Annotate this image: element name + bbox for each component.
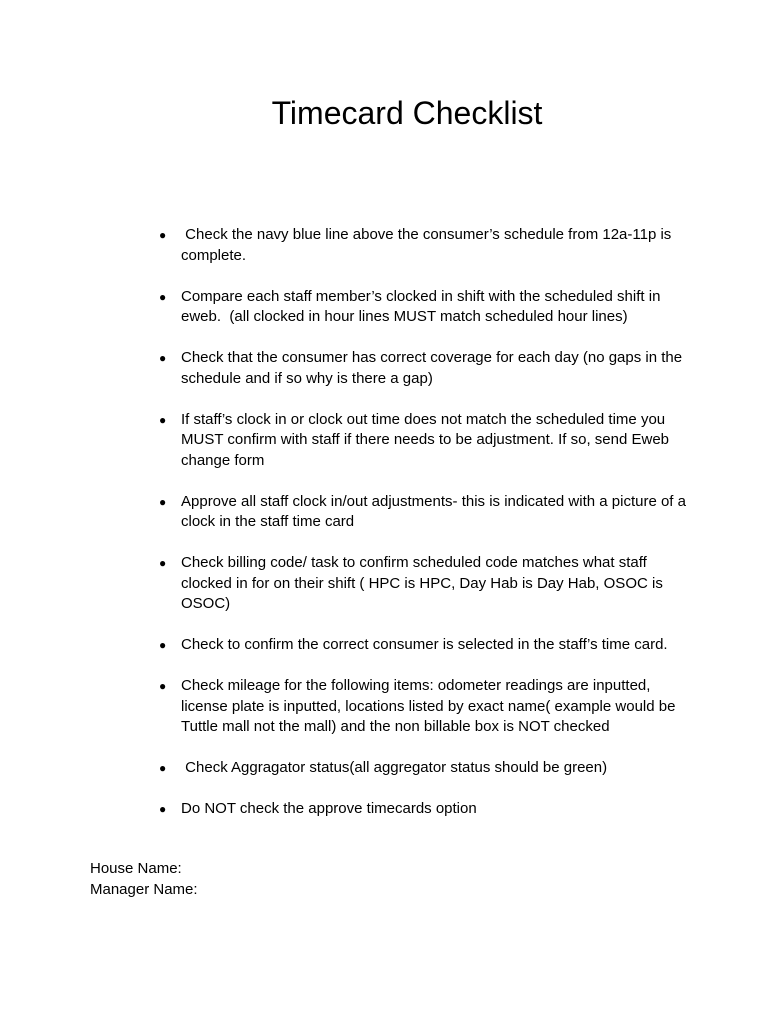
checklist-item-text: Check that the consumer has correct coverage for each day (no gaps in the schedule and if so why is there a gap) — [181, 349, 683, 387]
manager-name-label: Manager Name: — [90, 881, 198, 898]
checklist-item — [159, 676, 686, 738]
checklist-item — [159, 410, 686, 472]
checklist-item — [159, 348, 686, 389]
checklist-item-text: Check the navy blue line above the consumer’s schedule from 12a-11p is complete. — [181, 226, 676, 264]
bullet-icon: ● — [159, 556, 167, 570]
checklist-item-text: Compare each staff member’s clocked in shift with the scheduled shift in eweb. (all clocked in hour lines MUST match scheduled hour lines) — [181, 287, 665, 325]
checklist-item — [159, 287, 686, 328]
checklist-item-text: Check to confirm the correct consumer is selected in the staff’s time card. — [181, 636, 668, 653]
house-name-label: House Name: — [90, 860, 182, 877]
page-title: Timecard Checklist — [271, 95, 543, 131]
bullet-icon: ● — [159, 761, 167, 775]
checklist-item — [159, 635, 686, 656]
checklist-item — [159, 492, 686, 533]
bullet-icon: ● — [159, 638, 167, 652]
bullet-icon: ● — [159, 228, 167, 242]
bullet-icon: ● — [159, 494, 167, 509]
checklist-item-text: Check billing code/ task to confirm scheduled code matches what staff clocked in for on their shift ( HPC is HPC, Day Hab is Day Hab, OSOC is OSOC) — [181, 554, 663, 612]
checklist-item — [159, 799, 686, 820]
bullet-icon: ● — [159, 412, 167, 427]
checklist-item-text: If staff’s clock in or clock out time does not match the scheduled time you MUST confirm with staff if there needs to be adjustment. If so, send Eweb change form — [181, 410, 670, 469]
bullet-icon: ● — [159, 679, 167, 693]
checklist-item-text: Approve all staff clock in/out adjustments- this is indicated with a picture of a clock in the staff time card — [181, 492, 686, 530]
checklist-item — [159, 225, 686, 266]
bullet-icon: ● — [159, 802, 167, 816]
checklist-item-text: Check mileage for the following items: odometer readings are inputted, license plate is inputted, locations listed by exact name( example would be Tuttle mall not the mall) and the non billable box is NOT checked — [181, 677, 676, 735]
bullet-icon: ● — [159, 351, 167, 365]
checklist-item — [159, 758, 686, 779]
checklist-item — [159, 553, 686, 615]
checklist — [159, 225, 686, 840]
footer-fields — [90, 858, 198, 900]
checklist-item-text: Check Aggragator status(all aggregator status should be green) — [181, 759, 608, 776]
checklist-item-text: Do NOT check the approve timecards option — [181, 800, 477, 817]
bullet-icon: ● — [159, 289, 167, 304]
